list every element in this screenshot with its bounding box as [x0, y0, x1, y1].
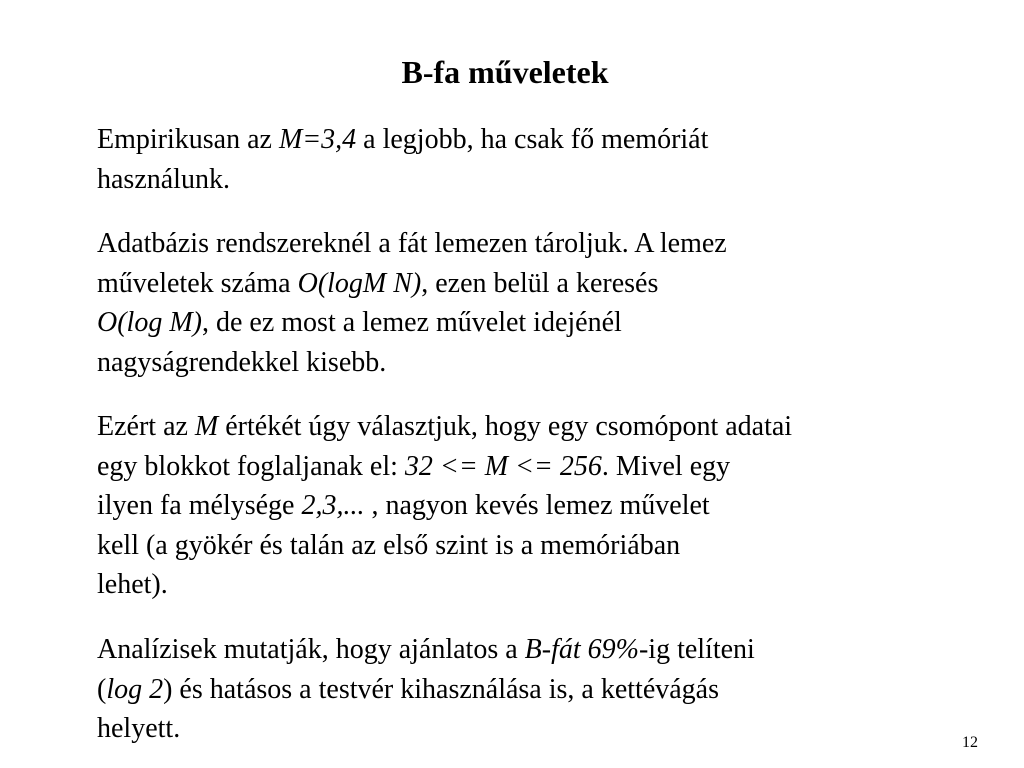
text-run: (	[97, 673, 107, 705]
page-number: 12	[962, 734, 978, 751]
text-run: Ezért az	[97, 411, 195, 442]
text-run: -ig telíteni	[638, 634, 755, 665]
text-run: a legjobb, ha csak fő memóriát	[356, 124, 709, 155]
paragraph-line	[97, 224, 1007, 264]
paragraph-empirical-m	[97, 120, 1007, 199]
text-run: Adatbázis rendszereknél a fát lemezen tároljuk. A lemez	[97, 228, 727, 259]
paragraph-choose-m	[97, 407, 1007, 605]
paragraph-line	[97, 120, 1007, 160]
paragraph-line	[97, 343, 1007, 383]
math-run: O(log M)	[97, 307, 202, 338]
paragraph-line	[97, 565, 1007, 605]
math-run: 32 <= M <= 256	[404, 450, 602, 482]
math-run: log 2	[106, 673, 164, 705]
paragraph-line	[97, 447, 1007, 487]
paragraph-analysis	[97, 630, 1007, 749]
text-run: helyett.	[97, 713, 181, 744]
text-run: , nagyon kevés lemez művelet	[364, 490, 710, 521]
paragraph-line	[97, 526, 1007, 566]
text-run: használunk.	[97, 163, 230, 195]
text-run: Empirikusan az	[97, 124, 279, 155]
slide-title: B-fa műveletek	[401, 54, 609, 90]
text-run: egy blokkot foglaljanak el:	[97, 450, 405, 482]
math-run: O(logM N)	[297, 267, 422, 299]
text-run: nagyságrendekkel kisebb.	[97, 346, 387, 378]
math-run: M	[194, 411, 219, 442]
text-run: ) és hatásos a testvér kihasználása is, a kettévágás	[163, 673, 720, 705]
paragraph-line	[97, 160, 1007, 200]
text-run: Analízisek mutatják, hogy ajánlatos a	[97, 634, 525, 665]
paragraph-line	[97, 407, 1007, 447]
paragraph-line	[97, 264, 1007, 304]
paragraph-line	[97, 670, 1007, 710]
text-run: ilyen fa mélysége	[97, 490, 302, 521]
text-run: . Mivel egy	[601, 450, 731, 482]
math-run: 2,3,...	[301, 490, 365, 521]
math-run: M=3,4	[278, 124, 357, 155]
text-run: , de ez most a lemez művelet idejénél	[201, 307, 622, 338]
paragraph-line	[97, 486, 1007, 526]
text-run: lehet).	[97, 569, 168, 600]
text-run: kell (a gyökér és talán az első szint is a memóriában	[97, 529, 681, 561]
paragraph-line	[97, 303, 1007, 343]
math-run: B-fát 69%	[524, 634, 639, 665]
text-run: , ezen belül a keresés	[421, 267, 659, 299]
text-run: értékét úgy választjuk, hogy egy csomópont adatai	[218, 411, 793, 442]
paragraph-database-disk	[97, 224, 1007, 382]
paragraph-line	[97, 630, 1007, 670]
text-run: műveletek száma	[97, 267, 298, 299]
paragraph-line	[97, 709, 1007, 749]
